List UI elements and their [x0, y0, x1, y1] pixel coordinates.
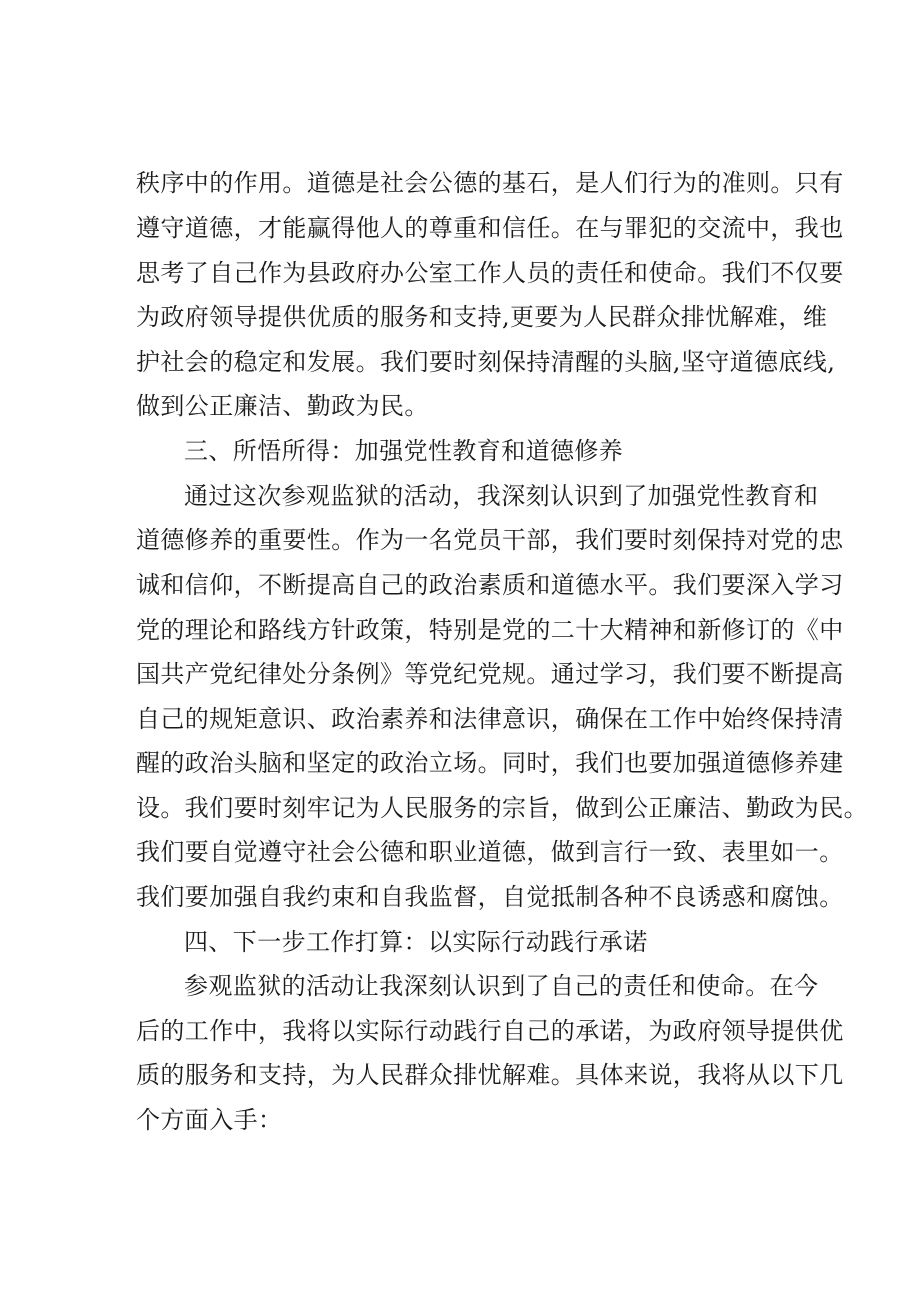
para2-line: 诚和信仰，不断提高自己的政治素质和道德水平。我们要深入学习: [136, 571, 844, 599]
para2-line: 我们要加强自我约束和自我监督，自觉抵制各种不良诱惑和腐蚀。: [136, 883, 844, 911]
para3-line: 后的工作中，我将以实际行动践行自己的承诺，为政府领导提供优: [136, 1017, 844, 1045]
section-heading-3: 三、所悟所得：加强党性教育和道德修养: [184, 437, 624, 465]
para2-line: 道德修养的重要性。作为一名党员干部，我们要时刻保持对党的忠: [136, 526, 844, 554]
section-heading-4: 四、下一步工作打算：以实际行动践行承诺: [184, 928, 648, 956]
para3-line: 参观监狱的活动让我深刻认识到了自己的责任和使命。在今: [184, 972, 819, 1000]
para1-line: 做到公正廉洁、勤政为民。: [136, 392, 429, 420]
para1-line: 思考了自己作为县政府办公室工作人员的责任和使命。我们不仅要: [136, 259, 844, 287]
para1-line: 护社会的稳定和发展。我们要时刻保持清醒的头脑,坚守道德底线,: [136, 348, 836, 376]
para1-line: 为政府领导提供优质的服务和支持,更要为人民群众排忧解难，维: [136, 303, 828, 331]
para1-line: 遵守道德，才能赢得他人的尊重和信任。在与罪犯的交流中，我也: [136, 214, 844, 242]
para3-line: 个方面入手：: [136, 1106, 283, 1134]
para2-line: 醒的政治头脑和坚定的政治立场。同时，我们也要加强道德修养建: [136, 749, 844, 777]
para2-line: 党的理论和路线方针政策，特别是党的二十大精神和新修订的《中: [136, 616, 844, 644]
para1-line: 秩序中的作用。道德是社会公德的基石，是人们行为的准则。只有: [136, 169, 844, 197]
para3-line: 质的服务和支持，为人民群众排忧解难。具体来说，我将从以下几: [136, 1061, 844, 1089]
para2-line: 我们要自觉遵守社会公德和职业道德，做到言行一致、表里如一。: [136, 838, 844, 866]
para2-line: 自己的规矩意识、政治素养和法律意识，确保在工作中始终保持清: [136, 705, 844, 733]
para2-line: 国共产党纪律处分条例》等党纪党规。通过学习，我们要不断提高: [136, 660, 844, 688]
para2-line: 通过这次参观监狱的活动，我深刻认识到了加强党性教育和: [184, 482, 819, 510]
para2-line: 设。我们要时刻牢记为人民服务的宗旨，做到公正廉洁、勤政为民。: [136, 794, 868, 822]
